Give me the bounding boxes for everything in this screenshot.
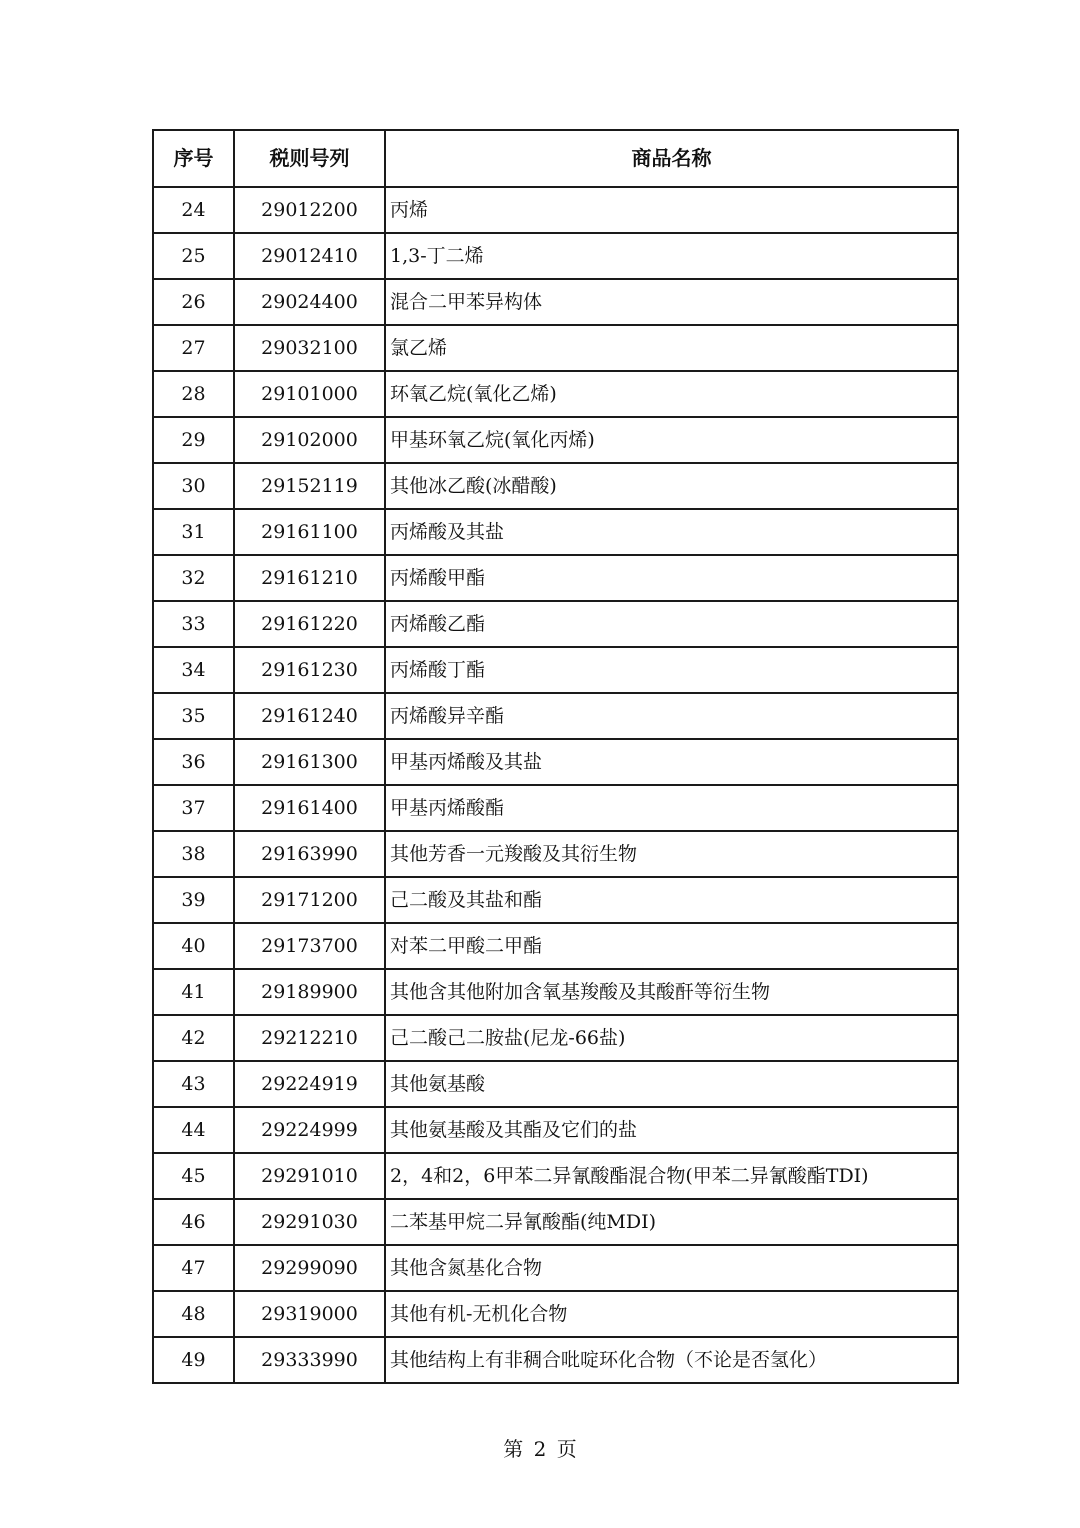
tariff-code-cell: 29189900: [234, 969, 385, 1015]
table-row: [153, 693, 958, 739]
serial-number-cell: 48: [153, 1291, 234, 1337]
tariff-code-cell: 29291010: [234, 1153, 385, 1199]
table-row: [153, 509, 958, 555]
goods-table: [152, 129, 959, 1384]
serial-number-cell: 41: [153, 969, 234, 1015]
tariff-code-cell: 29319000: [234, 1291, 385, 1337]
goods-name-cell: 丙烯: [385, 187, 958, 233]
goods-name-cell: 甲基丙烯酸酯: [385, 785, 958, 831]
tariff-code-cell: 29032100: [234, 325, 385, 371]
table-row: [153, 555, 958, 601]
tariff-code-cell: 29163990: [234, 831, 385, 877]
table-row: [153, 969, 958, 1015]
goods-name-cell: 环氧乙烷(氧化乙烯): [385, 371, 958, 417]
serial-number-cell: 37: [153, 785, 234, 831]
goods-name-cell: 己二酸及其盐和酯: [385, 877, 958, 923]
tariff-code-cell: 29024400: [234, 279, 385, 325]
page-number: 第 2 页: [503, 1437, 577, 1461]
serial-number-cell: 31: [153, 509, 234, 555]
serial-number-cell: 28: [153, 371, 234, 417]
table-row: [153, 1015, 958, 1061]
serial-number-cell: 46: [153, 1199, 234, 1245]
goods-name-cell: 其他氨基酸及其酯及它们的盐: [385, 1107, 958, 1153]
table-row: [153, 417, 958, 463]
serial-number-cell: 24: [153, 187, 234, 233]
serial-number-cell: 40: [153, 923, 234, 969]
serial-number-cell: 29: [153, 417, 234, 463]
goods-name-cell: 其他有机-无机化合物: [385, 1291, 958, 1337]
goods-name-cell: 混合二甲苯异构体: [385, 279, 958, 325]
goods-name-cell: 丙烯酸甲酯: [385, 555, 958, 601]
tariff-code-cell: 29161240: [234, 693, 385, 739]
serial-number-cell: 34: [153, 647, 234, 693]
header-serial-number: 序号: [153, 130, 234, 187]
tariff-code-cell: 29299090: [234, 1245, 385, 1291]
goods-name-cell: 丙烯酸及其盐: [385, 509, 958, 555]
tariff-code-cell: 29291030: [234, 1199, 385, 1245]
tariff-code-cell: 29212210: [234, 1015, 385, 1061]
serial-number-cell: 44: [153, 1107, 234, 1153]
serial-number-cell: 35: [153, 693, 234, 739]
goods-name-cell: 丙烯酸异辛酯: [385, 693, 958, 739]
tariff-code-cell: 29161100: [234, 509, 385, 555]
goods-name-cell: 其他氨基酸: [385, 1061, 958, 1107]
tariff-code-cell: 29161220: [234, 601, 385, 647]
serial-number-cell: 30: [153, 463, 234, 509]
tariff-code-cell: 29171200: [234, 877, 385, 923]
serial-number-cell: 38: [153, 831, 234, 877]
table-row: [153, 325, 958, 371]
table-body: [153, 187, 958, 1383]
table-row: [153, 1061, 958, 1107]
table-row: [153, 739, 958, 785]
serial-number-cell: 26: [153, 279, 234, 325]
tariff-code-cell: 29161400: [234, 785, 385, 831]
tariff-code-cell: 29101000: [234, 371, 385, 417]
tariff-code-cell: 29012410: [234, 233, 385, 279]
table-row: [153, 831, 958, 877]
tariff-code-cell: 29161210: [234, 555, 385, 601]
goods-name-cell: 其他含氮基化合物: [385, 1245, 958, 1291]
goods-name-cell: 其他芳香一元羧酸及其衍生物: [385, 831, 958, 877]
goods-name-cell: 己二酸己二胺盐(尼龙-66盐): [385, 1015, 958, 1061]
tariff-code-cell: 29012200: [234, 187, 385, 233]
goods-name-cell: 2，4和2，6甲苯二异氰酸酯混合物(甲苯二异氰酸酯TDI): [385, 1153, 958, 1199]
tariff-code-cell: 29224919: [234, 1061, 385, 1107]
goods-name-cell: 二苯基甲烷二异氰酸酯(纯MDI): [385, 1199, 958, 1245]
table-row: [153, 279, 958, 325]
table-row: [153, 371, 958, 417]
goods-name-cell: 甲基丙烯酸及其盐: [385, 739, 958, 785]
tariff-code-cell: 29333990: [234, 1337, 385, 1383]
goods-name-cell: 其他冰乙酸(冰醋酸): [385, 463, 958, 509]
serial-number-cell: 27: [153, 325, 234, 371]
table-row: [153, 463, 958, 509]
table-row: [153, 1337, 958, 1383]
tariff-code-cell: 29173700: [234, 923, 385, 969]
tariff-code-cell: 29102000: [234, 417, 385, 463]
serial-number-cell: 49: [153, 1337, 234, 1383]
tariff-code-cell: 29161300: [234, 739, 385, 785]
goods-name-cell: 甲基环氧乙烷(氧化丙烯): [385, 417, 958, 463]
table-row: [153, 1245, 958, 1291]
serial-number-cell: 42: [153, 1015, 234, 1061]
table-row: [153, 1153, 958, 1199]
table-header-row: [153, 130, 958, 187]
serial-number-cell: 43: [153, 1061, 234, 1107]
table-row: [153, 647, 958, 693]
table-row: [153, 877, 958, 923]
table-row: [153, 601, 958, 647]
goods-name-cell: 丙烯酸丁酯: [385, 647, 958, 693]
tariff-code-cell: 29224999: [234, 1107, 385, 1153]
serial-number-cell: 32: [153, 555, 234, 601]
goods-name-cell: 1,3-丁二烯: [385, 233, 958, 279]
header-goods-name: 商品名称: [385, 130, 958, 187]
serial-number-cell: 39: [153, 877, 234, 923]
goods-name-cell: 其他结构上有非稠合吡啶环化合物（不论是否氢化）: [385, 1337, 958, 1383]
goods-name-cell: 丙烯酸乙酯: [385, 601, 958, 647]
table-row: [153, 187, 958, 233]
header-tariff-code: 税则号列: [234, 130, 385, 187]
serial-number-cell: 36: [153, 739, 234, 785]
serial-number-cell: 45: [153, 1153, 234, 1199]
tariff-code-cell: 29161230: [234, 647, 385, 693]
table-row: [153, 923, 958, 969]
goods-name-cell: 对苯二甲酸二甲酯: [385, 923, 958, 969]
serial-number-cell: 47: [153, 1245, 234, 1291]
table-row: [153, 785, 958, 831]
goods-name-cell: 氯乙烯: [385, 325, 958, 371]
serial-number-cell: 25: [153, 233, 234, 279]
table-row: [153, 1107, 958, 1153]
table-row: [153, 1199, 958, 1245]
tariff-code-cell: 29152119: [234, 463, 385, 509]
serial-number-cell: 33: [153, 601, 234, 647]
table-row: [153, 1291, 958, 1337]
table-row: [153, 233, 958, 279]
goods-name-cell: 其他含其他附加含氧基羧酸及其酸酐等衍生物: [385, 969, 958, 1015]
